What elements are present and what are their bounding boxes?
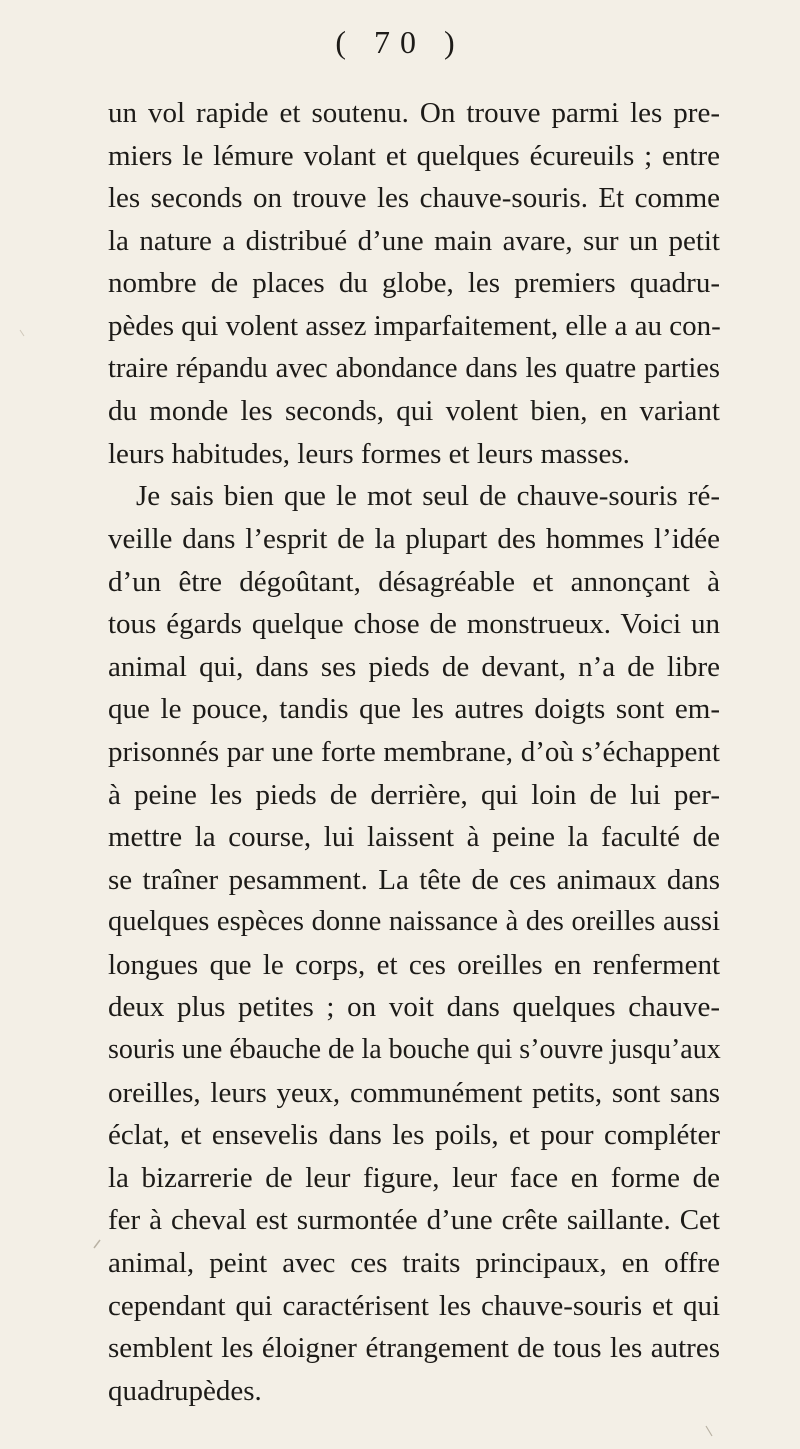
text-line: leurs habitudes, leurs formes et leurs masses. <box>108 437 630 470</box>
text-line: que le pouce, tandis que les autres doigts sont em- <box>108 693 720 726</box>
text-line: la nature a distribué d’une main avare, sur un petit <box>108 224 720 257</box>
text-line: la bizarrerie de leur figure, leur face en forme de <box>108 1161 720 1194</box>
text-line: quadrupèdes. <box>108 1374 262 1407</box>
text-line: prisonnés par une forte membrane, d’où s’échappent <box>108 735 720 768</box>
text-line: nombre de places du globe, les premiers quadru- <box>108 267 720 300</box>
text-line: veille dans l’esprit de la plupart des hommes l’idée <box>108 522 720 555</box>
text-line: du monde les seconds, qui volent bien, en variant <box>108 395 720 428</box>
page-number: ( 70 ) <box>335 24 465 60</box>
text-line: souris une ébauche de la bouche qui s’ouvre jusqu’aux <box>108 1034 721 1066</box>
text-line: Je sais bien que le mot seul de chauve-souris ré- <box>136 480 720 513</box>
text-line: fer à cheval est surmontée d’une crête saillante. Cet <box>108 1204 720 1237</box>
paper-speck <box>706 1426 712 1436</box>
text-line: longues que le corps, et ces oreilles en renferment <box>108 948 720 981</box>
text-line: animal qui, dans ses pieds de devant, n’a de libre <box>108 650 720 683</box>
text-line: cependant qui caractérisent les chauve-souris et qui <box>108 1289 720 1322</box>
text-line: d’un être dégoûtant, désagréable et annonçant à <box>108 565 720 598</box>
text-line: se traîner pesamment. La tête de ces animaux dans <box>108 863 720 896</box>
text-line: miers le lémure volant et quelques écureuils ; entre <box>108 139 720 172</box>
text-line: mettre la course, lui laissent à peine la faculté de <box>108 821 720 854</box>
text-line: semblent les éloigner étrangement de tous les autres <box>108 1332 720 1365</box>
text-line: traire répandu avec abondance dans les quatre parties <box>108 352 720 384</box>
text-line: à peine les pieds de derrière, qui loin de lui per- <box>108 778 720 811</box>
text-line: un vol rapide et soutenu. On trouve parmi les pre- <box>108 97 720 129</box>
text-line: quelques espèces donne naissance à des oreilles aussi <box>108 906 720 938</box>
text-line: deux plus petites ; on voit dans quelques chauve- <box>108 991 720 1024</box>
text-line: éclat, et ensevelis dans les poils, et pour compléter <box>108 1119 720 1152</box>
text-line: animal, peint avec ces traits principaux, en offre <box>108 1247 720 1280</box>
text-line: tous égards quelque chose de monstrueux. Voici un <box>108 608 720 641</box>
body-text <box>108 92 720 1412</box>
paper-speck <box>20 330 24 336</box>
text-line: pèdes qui volent assez imparfaitement, elle a au con- <box>108 309 721 342</box>
text-line: oreilles, leurs yeux, communément petits, sont sans <box>108 1076 720 1109</box>
text-line: les seconds on trouve les chauve-souris. Et comme <box>108 182 720 215</box>
paper-speck <box>94 1240 100 1248</box>
